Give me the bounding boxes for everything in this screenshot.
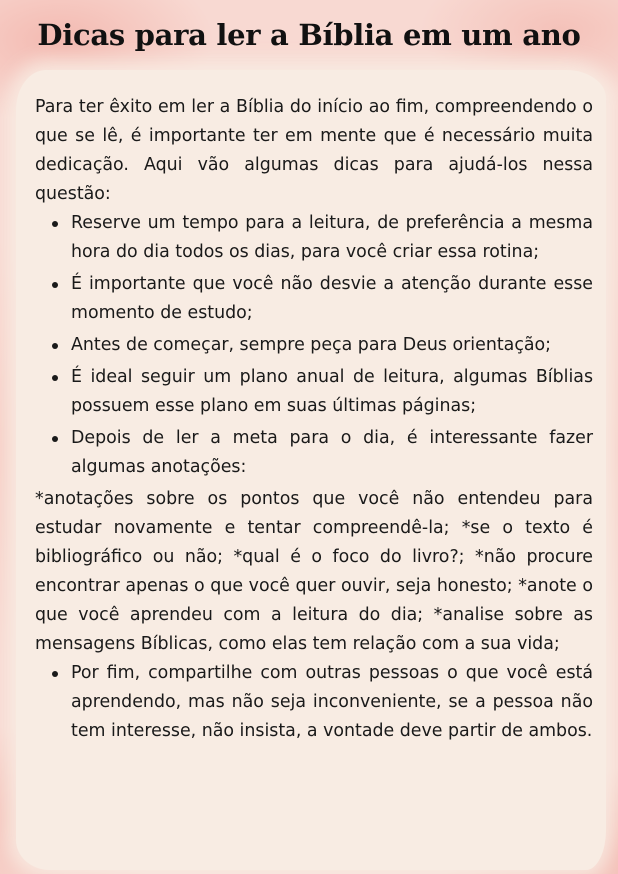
intro-paragraph: Para ter êxito em ler a Bíblia do início ao fim, compreendendo o que se lê, é importante ter em mente que é necessário muita dedicação. Aqui vão algumas dicas para ajudá-los nessa questão:	[35, 97, 593, 204]
list-item: Por fim, compartilhe com outras pessoas o que você está aprendendo, mas não seja inconveniente, se a pessoa não tem interesse, não insista, a vontade deve partir de ambos.	[71, 659, 593, 746]
list-item: É ideal seguir um plano anual de leitura, algumas Bíblias possuem esse plano em suas últimas páginas;	[71, 363, 593, 421]
list-item: Reserve um tempo para a leitura, de preferência a mesma hora do dia todos os dias, para você criar essa rotina;	[71, 209, 593, 267]
tips-list	[35, 209, 593, 482]
notes-paragraph: *anotações sobre os pontos que você não entendeu para estudar novamente e tentar compreendê-la; *se o texto é bibliográfico ou não; *qual é o foco do livro?; *não procure encontrar apenas o que você quer ouvir, seja honesto; *anote o que você aprendeu com a leitura do dia; *analise sobre as mensagens Bíblicas, como elas tem relação com a sua vida;	[35, 489, 593, 654]
list-item: Antes de começar, sempre peça para Deus orientação;	[71, 331, 593, 360]
final-tip-list	[35, 659, 593, 746]
list-item: É importante que você não desvie a atenção durante esse momento de estudo;	[71, 270, 593, 328]
page-title: Dicas para ler a Bíblia em um ano	[37, 18, 581, 52]
list-item: Depois de ler a meta para o dia, é interessante fazer algumas anotações:	[71, 424, 593, 482]
document-body	[35, 93, 593, 749]
